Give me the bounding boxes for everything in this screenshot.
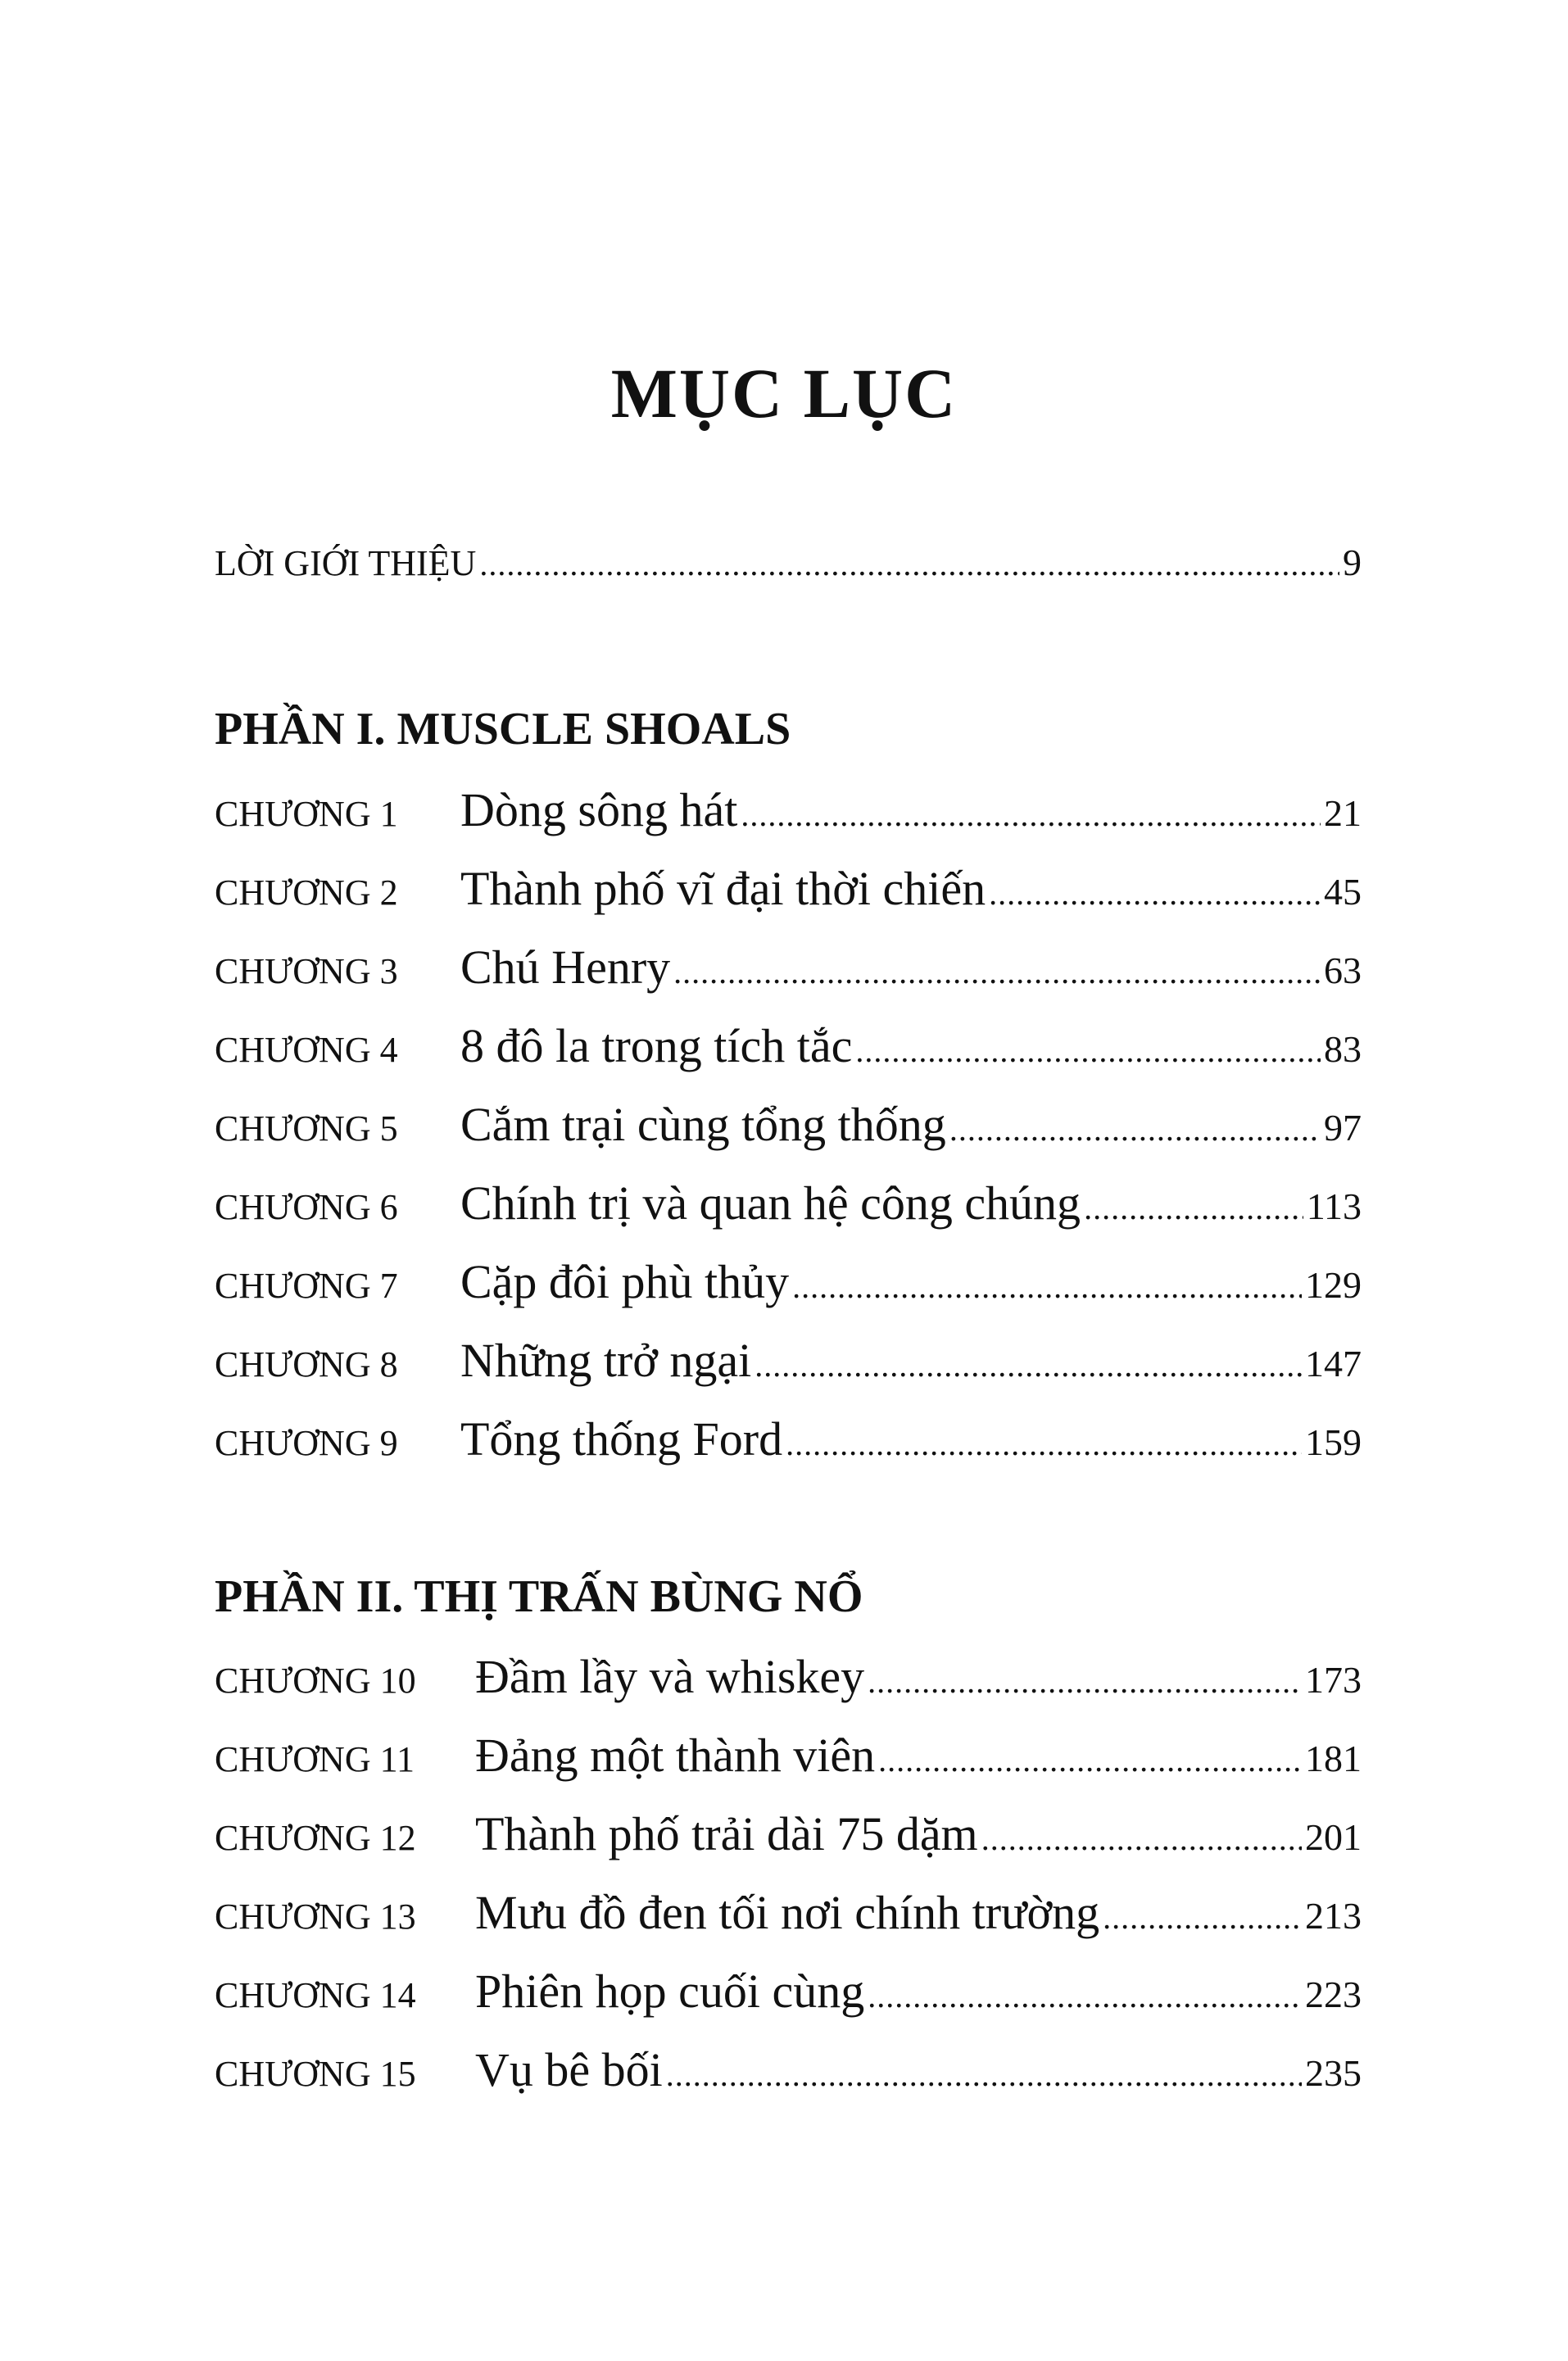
toc-page-number: 21 [1324, 792, 1362, 834]
toc-page-number: 181 [1305, 1738, 1362, 1779]
chapter-label: CHƯƠNG 11 [215, 1739, 415, 1779]
toc-entry [215, 782, 1362, 848]
dot-leader [989, 874, 1321, 913]
toc-page-number: 147 [1305, 1343, 1362, 1384]
chapter-label: CHƯƠNG 6 [215, 1187, 398, 1227]
toc-page-number: 129 [1305, 1264, 1362, 1306]
toc-entry [215, 1885, 1362, 1951]
toc-entry [215, 2042, 1362, 2108]
dot-leader [673, 953, 1321, 991]
toc-page-number: 159 [1305, 1421, 1362, 1463]
toc-entry [215, 861, 1362, 927]
chapter-title: Chú Henry [460, 940, 671, 994]
chapter-title: Mưu đồ đen tối nơi chính trường [475, 1886, 1100, 1939]
toc-entry [215, 1018, 1362, 1084]
chapter-title: Phiên họp cuối cùng [475, 1964, 865, 2018]
toc-entry [215, 1964, 1362, 2029]
toc-entry [215, 1254, 1362, 1320]
dot-leader [666, 2055, 1302, 2094]
dot-leader [981, 1819, 1302, 1858]
toc-page-number: 97 [1324, 1107, 1362, 1149]
toc-page-number: 9 [1343, 542, 1362, 583]
toc-entry [215, 1728, 1362, 1793]
part-heading: PHẦN II. THỊ TRẤN BÙNG NỔ [215, 1571, 863, 1622]
chapter-label: CHƯƠNG 8 [215, 1344, 398, 1384]
toc-entry [215, 940, 1362, 1005]
chapter-title: Thành phố trải dài 75 dặm [475, 1807, 978, 1860]
toc-page-number: 213 [1305, 1895, 1362, 1937]
page-title: MỤC LỤC [610, 354, 958, 433]
toc-entry [215, 1649, 1362, 1715]
toc-page-number: 63 [1324, 949, 1362, 991]
toc-page-number: 113 [1306, 1185, 1362, 1227]
toc-entry [215, 1333, 1362, 1398]
toc-page-number: 173 [1305, 1659, 1362, 1701]
dot-leader [786, 1425, 1302, 1463]
dot-leader [868, 1662, 1302, 1701]
toc-entry [215, 1806, 1362, 1872]
part-heading: PHẦN I. MUSCLE SHOALS [215, 704, 791, 755]
dot-leader [479, 545, 1339, 583]
toc-entry [215, 1176, 1362, 1241]
chapter-label: CHƯƠNG 9 [215, 1423, 398, 1463]
chapter-title: Cặp đôi phù thủy [460, 1255, 790, 1308]
toc-page-number: 83 [1324, 1028, 1362, 1070]
chapter-title: Tổng thống Ford [460, 1412, 783, 1466]
chapter-label: CHƯƠNG 10 [215, 1661, 416, 1701]
toc-page-number: 201 [1305, 1816, 1362, 1858]
dot-leader [741, 795, 1321, 834]
chapter-label: CHƯƠNG 4 [215, 1030, 398, 1070]
dot-leader [1103, 1898, 1302, 1937]
chapter-label: CHƯƠNG 13 [215, 1897, 416, 1937]
chapter-title: Dòng sông hát [460, 783, 738, 836]
toc-page-number: 235 [1305, 2052, 1362, 2094]
toc-entry-intro [215, 541, 1362, 606]
chapter-title: Những trở ngại [460, 1334, 752, 1387]
chapter-title: 8 đô la trong tích tắc [460, 1019, 853, 1072]
chapter-label: CHƯƠNG 3 [215, 951, 398, 991]
dot-leader [855, 1031, 1321, 1070]
chapter-title: Chính trị và quan hệ công chúng [460, 1176, 1081, 1230]
chapter-label: CHƯƠNG 14 [215, 1975, 416, 2015]
chapter-title: Đảng một thành viên [475, 1729, 876, 1782]
toc-entry [215, 1097, 1362, 1162]
chapter-title: Thành phố vĩ đại thời chiến [460, 862, 986, 915]
toc-entry [215, 1412, 1362, 1477]
dot-leader [755, 1346, 1302, 1384]
chapter-title: Đầm lầy và whiskey [475, 1650, 865, 1703]
dot-leader [949, 1110, 1321, 1149]
chapter-label: CHƯƠNG 7 [215, 1266, 398, 1306]
chapter-title: Cắm trại cùng tổng thống [460, 1098, 946, 1151]
dot-leader [878, 1741, 1302, 1779]
chapter-label: CHƯƠNG 1 [215, 794, 398, 834]
chapter-label: CHƯƠNG 2 [215, 872, 398, 913]
chapter-label: CHƯƠNG 15 [215, 2054, 416, 2094]
chapter-label: CHƯƠNG 5 [215, 1108, 398, 1149]
chapter-label: CHƯƠNG 12 [215, 1818, 416, 1858]
dot-leader [792, 1267, 1302, 1306]
toc-page-number: 45 [1324, 871, 1362, 913]
dot-leader [1084, 1189, 1303, 1227]
dot-leader [868, 1977, 1302, 2015]
toc-entry-label: LỜI GIỚI THIỆU [215, 543, 477, 583]
chapter-title: Vụ bê bối [475, 2043, 663, 2096]
toc-page-number: 223 [1305, 1974, 1362, 2015]
